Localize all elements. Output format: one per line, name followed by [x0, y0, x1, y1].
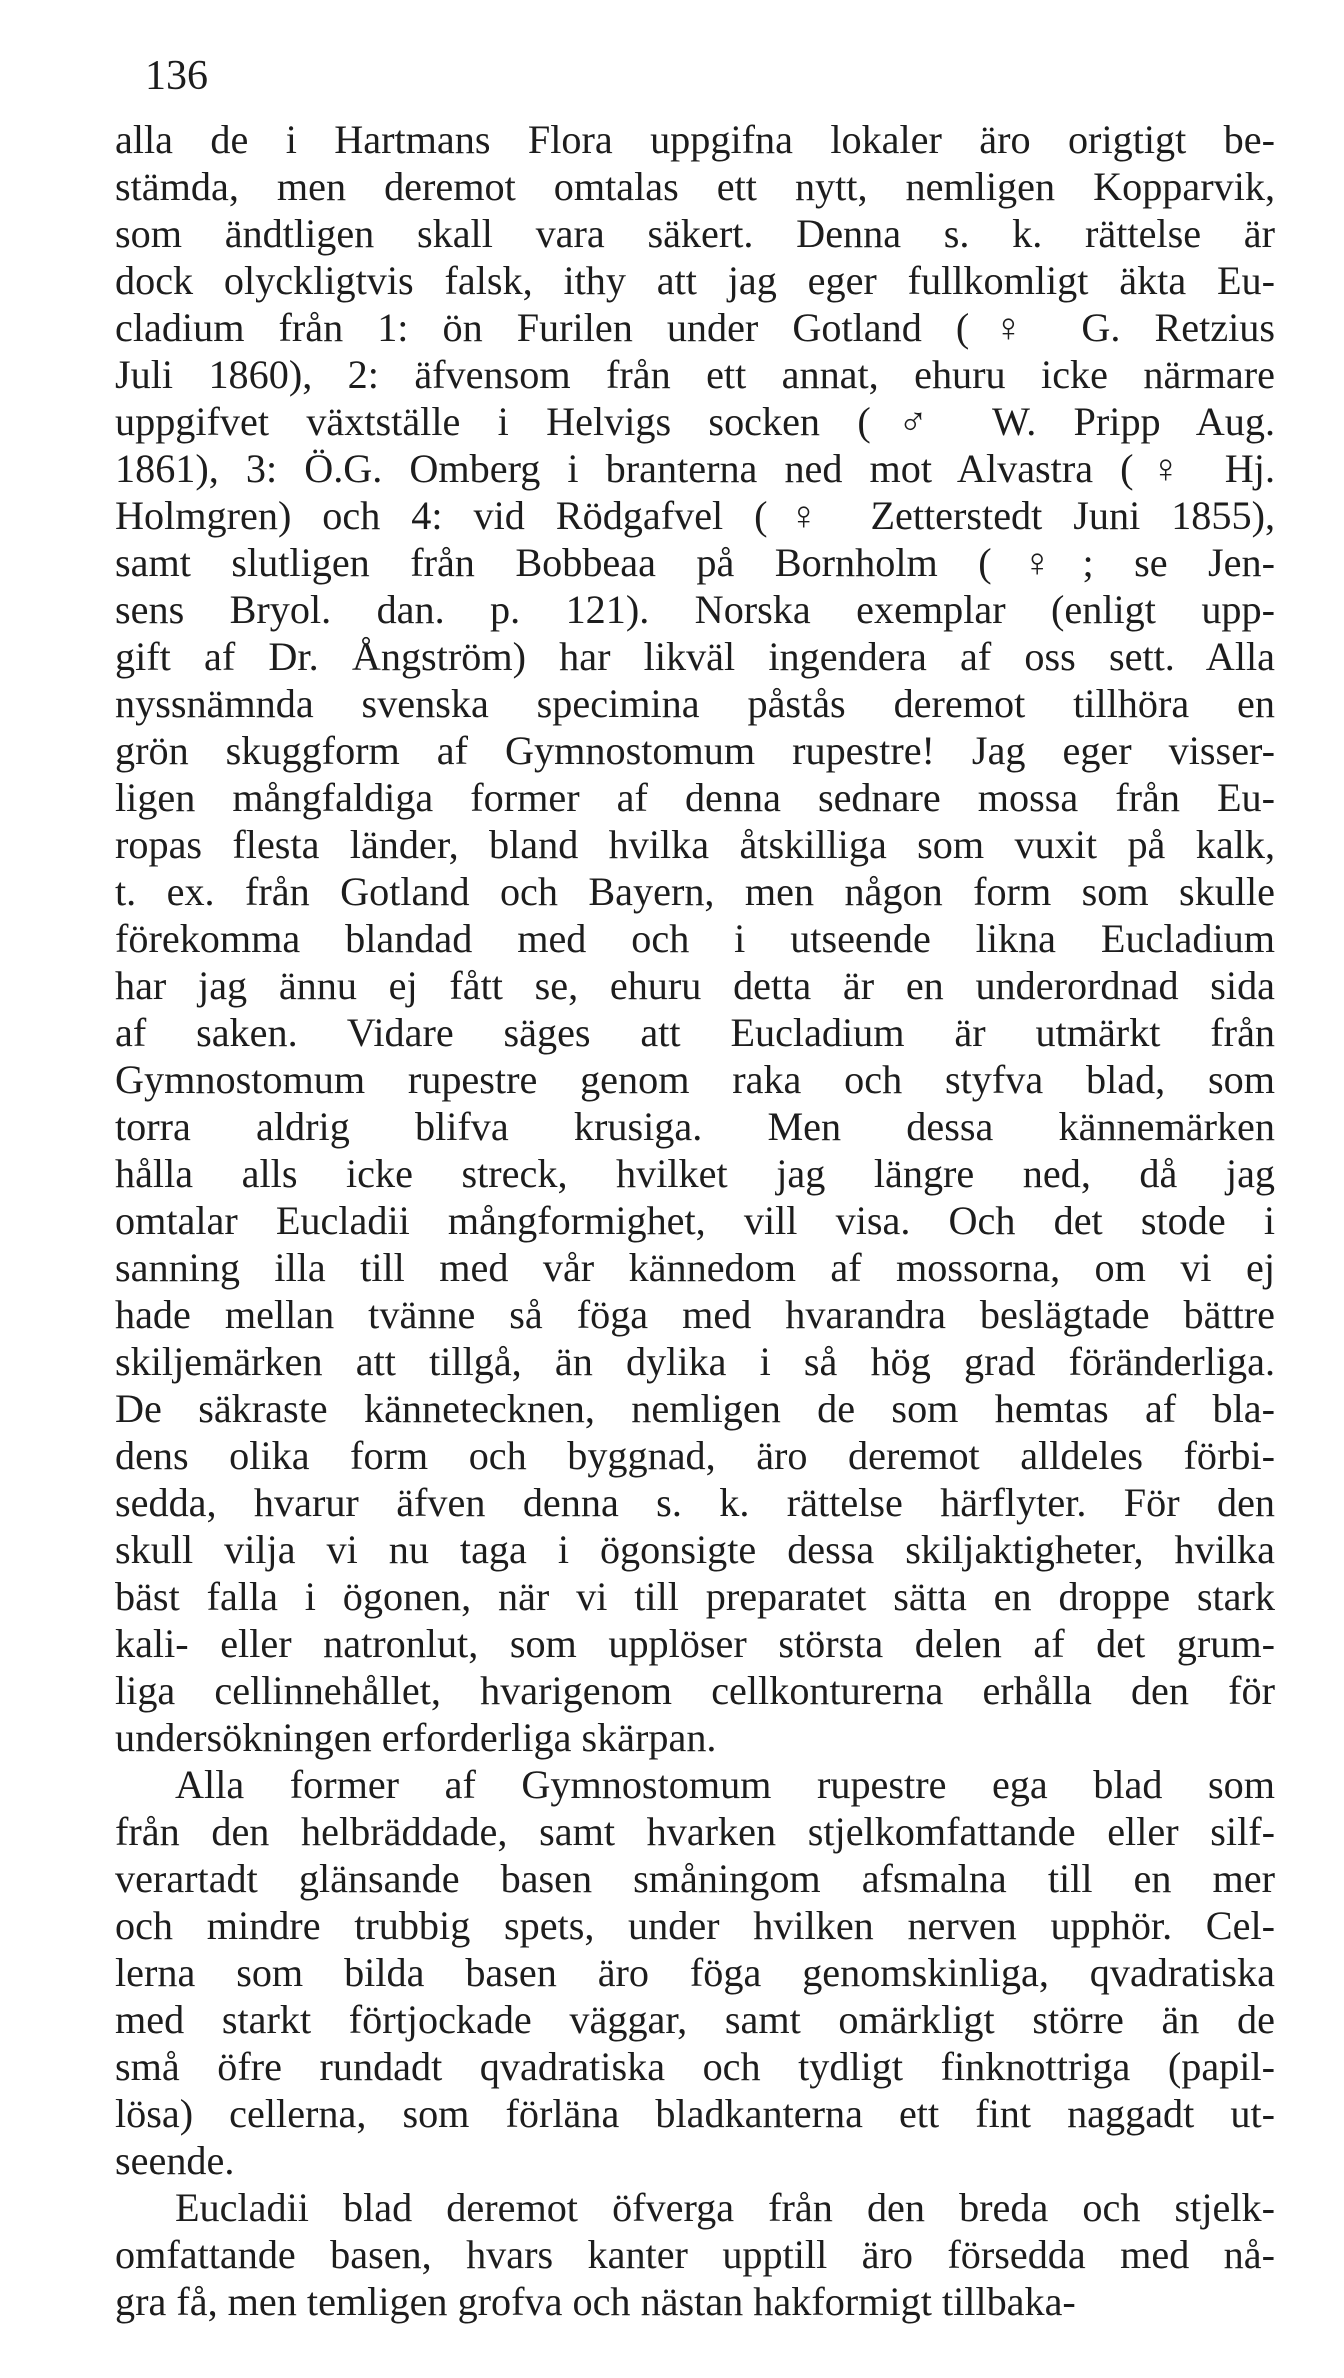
text-line: skiljemärken att tillgå, än dylika i så hög grad föränderliga. [115, 1339, 1275, 1384]
text-line: skull vilja vi nu taga i ögonsigte dessa skiljaktigheter, hvilka [115, 1527, 1275, 1572]
text-line: De säkraste kännetecknen, nemligen de som hemtas af bla- [115, 1386, 1275, 1431]
text-line: sens Bryol. dan. p. 121). Norska exemplar (enligt upp- [115, 587, 1275, 632]
text-line: verartadt glänsande basen småningom afsmalna till en mer [115, 1856, 1275, 1901]
text-line: af saken. Vidare säges att Eucladium är utmärkt från [115, 1010, 1275, 1055]
text-line: grön skuggform af Gymnostomum rupestre! Jag eger visser- [115, 728, 1275, 773]
text-line: sedda, hvarur äfven denna s. k. rättelse härflyter. För den [115, 1480, 1275, 1525]
text-line: Holmgren) och 4: vid Rödgafvel (♀ Zetterstedt Juni 1855), [115, 493, 1275, 538]
text-line: hade mellan tvänne så föga med hvarandra beslägtade bättre [115, 1292, 1275, 1337]
text-line: undersökningen erforderliga skärpan. [115, 1715, 717, 1760]
text-line: samt slutligen från Bobbeaa på Bornholm (♀; se Jen- [115, 540, 1275, 585]
text-line: förekomma blandad med och i utseende likna Eucladium [115, 916, 1275, 961]
text-line: och mindre trubbig spets, under hvilken nerven upphör. Cel- [115, 1903, 1275, 1948]
text-line: uppgifvet växtställe i Helvigs socken (♂ W. Pripp Aug. [115, 399, 1275, 444]
text-line: nyssnämnda svenska specimina påstås deremot tillhöra en [115, 681, 1275, 726]
text-line: gift af Dr. Ångström) har likväl ingendera af oss sett. Alla [115, 634, 1275, 679]
text-line: ropas flesta länder, bland hvilka åtskilliga som vuxit på kalk, [115, 822, 1275, 867]
text-line: stämda, men deremot omtalas ett nytt, nemligen Kopparvik, [115, 164, 1275, 209]
text-line: Gymnostomum rupestre genom raka och styfva blad, som [115, 1057, 1275, 1102]
text-line: 1861), 3: Ö.G. Omberg i branterna ned mot Alvastra (♀ Hj. [115, 446, 1275, 491]
text-line: små öfre rundadt qvadratiska och tydligt finknottriga (papil- [115, 2044, 1275, 2089]
text-line: som ändtligen skall vara säkert. Denna s. k. rättelse är [115, 211, 1275, 256]
text-line: med starkt förtjockade väggar, samt omärkligt större än de [115, 1997, 1275, 2042]
text-line: alla de i Hartmans Flora uppgifna lokaler äro origtigt be- [115, 117, 1275, 162]
text-line: gra få, men temligen grofva och nästan hakformigt tillbaka- [115, 2279, 1076, 2324]
body-text [115, 116, 1275, 2325]
text-line: lerna som bilda basen äro föga genomskinliga, qvadratiska [115, 1950, 1275, 1995]
text-line: seende. [115, 2138, 235, 2183]
page-number: 136 [145, 53, 208, 99]
text-line: liga cellinnehållet, hvarigenom cellkonturerna erhålla den för [115, 1668, 1275, 1713]
text-line: cladium från 1: ön Furilen under Gotland (♀ G. Retzius [115, 305, 1275, 350]
text-line: dock olyckligtvis falsk, ithy att jag eger fullkomligt äkta Eu- [115, 258, 1275, 303]
text-line: hålla alls icke streck, hvilket jag längre ned, då jag [115, 1151, 1275, 1196]
text-line: torra aldrig blifva krusiga. Men dessa kännemärken [115, 1104, 1275, 1149]
text-line: omfattande basen, hvars kanter upptill äro försedda med nå- [115, 2232, 1275, 2277]
text-line: lösa) cellerna, som förläna bladkanterna ett fint naggadt ut- [115, 2091, 1275, 2136]
text-line: har jag ännu ej fått se, ehuru detta är en underordnad sida [115, 963, 1275, 1008]
text-line: från den helbräddade, samt hvarken stjelkomfattande eller silf- [115, 1809, 1275, 1854]
text-line: bäst falla i ögonen, när vi till preparatet sätta en droppe stark [115, 1574, 1275, 1619]
text-line: Juli 1860), 2: äfvensom från ett annat, ehuru icke närmare [115, 352, 1275, 397]
text-line: Alla former af Gymnostomum rupestre ega blad som [175, 1762, 1275, 1807]
text-line: kali- eller natronlut, som upplöser största delen af det grum- [115, 1621, 1275, 1666]
text-line: t. ex. från Gotland och Bayern, men någon form som skulle [115, 869, 1275, 914]
text-line: omtalar Eucladii mångformighet, vill visa. Och det stode i [115, 1198, 1275, 1243]
text-line: Eucladii blad deremot öfverga från den breda och stjelk- [175, 2185, 1275, 2230]
text-line: sanning illa till med vår kännedom af mossorna, om vi ej [115, 1245, 1275, 1290]
text-line: dens olika form och byggnad, äro deremot alldeles förbi- [115, 1433, 1275, 1478]
text-line: ligen mångfaldiga former af denna sednare mossa från Eu- [115, 775, 1275, 820]
